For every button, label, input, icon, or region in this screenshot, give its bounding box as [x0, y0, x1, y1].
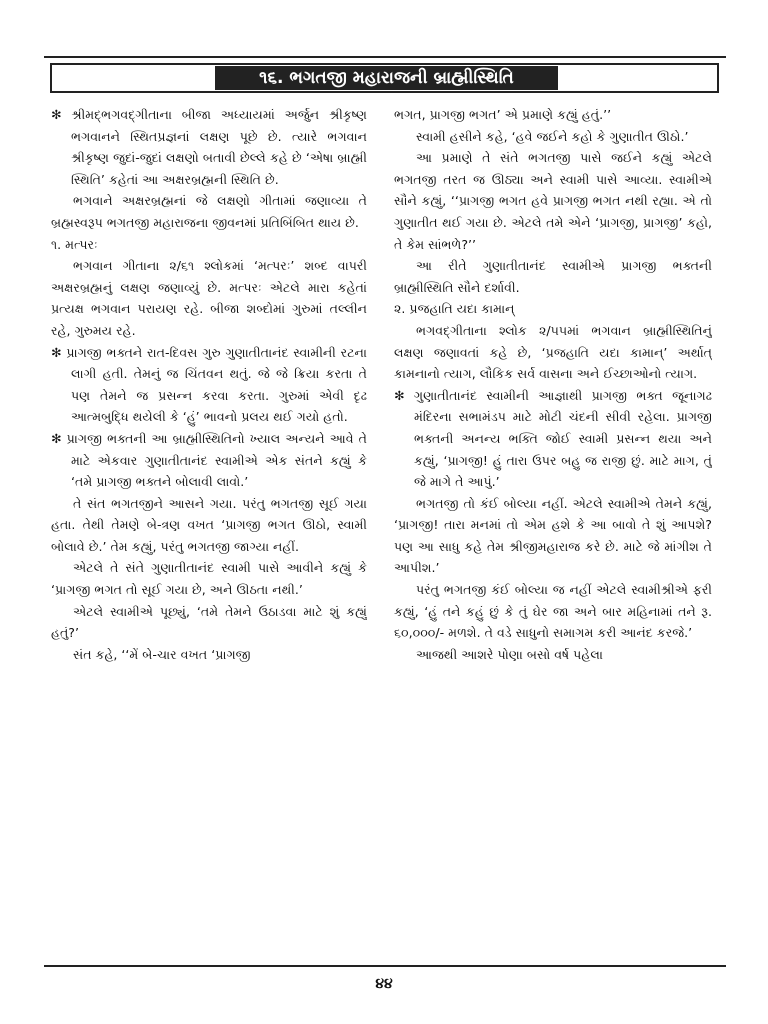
bottom-rule: [44, 965, 726, 967]
paragraph: પરંતુ ભગતજી કંઈ બોલ્યા જ નહીં એટલે સ્વામીશ્રીએ ફરી કહ્યું, ‘હું તને કહું છું કે તું ઘેર જા અને બાર મહિનામાં તને રૂ. ૬૦,૦૦૦/- મળશે. તે વડે સાધુનો સમાગમ કરી આનંદ કરજે.’: [394, 582, 712, 641]
page-title: ૧૬. ભગતજી મહારાજની બ્રાહ્મીસ્થિતિ: [215, 66, 558, 90]
bullet-paragraph: ✻ ગુણાતીતાનંદ સ્વામીની આજ્ઞાથી પ્રાગજી ભક્ત જૂનાગઢ મંદિરના સભામંડપ માટે મોટી ચંદની સીવી રહેલા. પ્રાગજી ભક્તની અનન્ય ભક્તિ જોઈ સ્વામી પ્રસન્ન થયા અને કહ્યું, ‘પ્રાગજી! હું તારા ઉપર બહુ જ રાજી છું. માટે માગ, તું જે માગે તે આપું.’: [394, 387, 712, 490]
paragraph: ભગવાને અક્ષરબ્રહ્મનાં જે લક્ષણો ગીતામાં જણાવ્યા તે બ્રહ્મસ્વરૂપ ભગતજી મહારાજના જીવનમાં પ્રતિબિંબિત થાય છે.: [51, 193, 367, 230]
right-column: [394, 104, 712, 950]
title-banner: [50, 63, 719, 93]
paragraph: ભગવાન ગીતાના ૨/૬૧ શ્લોકમાં ‘મત્પરઃ’ શબ્દ વાપરી અક્ષરબ્રહ્મનું લક્ષણ જણાવ્યું છે. મત્પરઃ એટલે મારા કહેતાં પ્રત્યક્ષ ભગવાન પરાયણ રહે. બીજા શબ્દોમાં ગુરુમાં તલ્લીન રહે, ગુરુમય રહે.: [51, 258, 367, 338]
paragraph: ભગત, પ્રાગજી ભગત’ એ પ્રમાણે કહ્યું હતું.’’: [394, 107, 612, 122]
paragraph: આ રીતે ગુણાતીતાનંદ સ્વામીએ પ્રાગજી ભક્તની બ્રાહ્મીસ્થિતિ સૌને દર્શાવી.: [394, 258, 712, 295]
paragraph: ભગવદ્‌ગીતાના શ્લોક ૨/૫૫માં ભગવાન બ્રાહ્મીસ્થિતિનું લક્ષણ જણાવતાં કહે છે, ‘પ્રજહાતિ યદા કામાન્‌’ અર્થાત્‌ કામનાનો ત્યાગ, લૌકિક સર્વ વાસના અને ઈચ્છાઓનો ત્યાગ.: [394, 322, 712, 382]
bullet-paragraph: ✻ પ્રાગજી ભક્તની આ બ્રાહ્મીસ્થિતિનો ખ્યાલ અન્યને આવે તે માટે એકવાર ગુણાતીતાનંદ સ્વામીએ એક સંતને કહ્યું કે ‘તમે પ્રાગજી ભક્તને બોલાવી લાવો.’: [51, 430, 367, 490]
paragraph: સંત કહે, ‘‘મેં બે-ચાર વખત ‘પ્રાગજી: [73, 646, 251, 662]
top-rule: [44, 56, 726, 58]
paragraph: એટલે તે સંતે ગુણાતીતાનંદ સ્વામી પાસે આવીને કહ્યું કે ‘પ્રાગજી ભગત તો સૂઈ ગયા છે, અને ઊઠતા નથી.’: [51, 560, 367, 598]
section-heading: ૧. મત્પરઃ: [51, 236, 98, 252]
left-column: [51, 104, 367, 950]
paragraph: આજથી આશરે પોણા બસો વર્ષ પહેલા: [416, 646, 603, 662]
page-number: ૪૪: [375, 976, 393, 992]
paragraph: તે સંત ભગતજીને આસને ગયા. પરંતુ ભગતજી સૂઈ ગયા હતા. તેથી તેમણે બે-ત્રણ વખત ‘પ્રાગજી ભગત ઊઠો, સ્વામી બોલાવે છે.’ તેમ કહ્યું, પરંતુ ભગતજી જાગ્યા નહીં.: [51, 495, 367, 554]
paragraph: ભગતજી તો કંઈ બોલ્યા નહીં. એટલે સ્વામીએ તેમને કહ્યું, ‘પ્રાગજી! તારા મનમાં તો એમ હશે કે આ બાવો તે શું આપશે? પણ આ સાધુ કહે તેમ શ્રીજીમહારાજ કરે છે. માટે જે માંગીશ તે આપીશ.’: [394, 495, 712, 576]
paragraph: આ પ્રમાણે તે સંતે ભગતજી પાસે જઈને કહ્યું એટલે ભગતજી તરત જ ઊઠ્યા અને સ્વામી પાસે આવ્યા. સ્વામીએ સૌને કહ્યું, ‘‘પ્રાગજી ભગત હવે પ્રાગજી ભગત નથી રહ્યા. એ તો ગુણાતીત થઈ ગયા છે. એટલે તમે એને ‘પ્રાગજી, પ્રાગજી’ કહો, તે કેમ સાંભળે?’’: [394, 150, 712, 252]
paragraph: સ્વામી હસીને કહે, ‘હવે જઈને કહો કે ગુણાતીત ઊઠો.’: [416, 128, 689, 144]
bullet-paragraph: ✻ શ્રીમદ્‌ભગવદ્‌ગીતાના બીજા અધ્યાયમાં અર્જુન શ્રીકૃષ્ણ ભગવાનને સ્થિતપ્રજ્ઞનાં લક્ષણ પૂછે છે. ત્યારે ભગવાન શ્રીકૃષ્ણ જુદાં-જુદાં લક્ષણો બતાવી છેલ્લે કહે છે ‘એષા બ્રાહ્મી સ્થિતિ’ કહેતાં આ અક્ષરબ્રહ્મની સ્થિતિ છે.: [51, 107, 367, 187]
section-heading: ૨. પ્રજહાતિ યદા કામાન્‌: [394, 301, 515, 317]
bullet-paragraph: ✻ પ્રાગજી ભક્તને રાત-દિવસ ગુરુ ગુણાતીતાનંદ સ્વામીની રટના લાગી હતી. તેમનું જ ચિંતવન થતું. જે જે ક્રિયા કરતા તે પણ તેમને જ પ્રસન્ન કરવા કરતા. ગુરુમાં એવી દૃઢ આત્મબુદ્ધિ થયેલી કે ‘હું’ ભાવનો પ્રલય થઈ ગયો હતો.: [51, 344, 367, 425]
paragraph: એટલે સ્વામીએ પૂછ્યું, ‘તમે તેમને ઉઠાડવા માટે શું કહ્યું હતું?’: [51, 603, 367, 641]
